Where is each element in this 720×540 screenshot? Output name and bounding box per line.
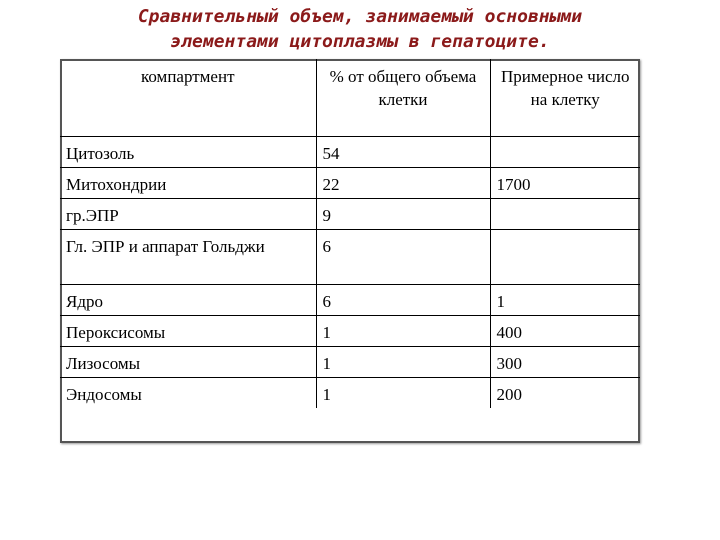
cell-count <box>490 229 640 284</box>
table-row <box>60 284 640 315</box>
cell-count: 400 <box>490 315 640 346</box>
header-count-per-cell: Примерное число на клетку <box>490 59 640 136</box>
cell-volume: 1 <box>316 346 490 377</box>
table-row <box>60 136 640 167</box>
cell-count: 1700 <box>490 167 640 198</box>
title-line-1: Сравнительный объем, занимаемый основными <box>137 6 583 27</box>
header-row <box>60 59 640 136</box>
cell-count: 1 <box>490 284 640 315</box>
cell-volume: 1 <box>316 315 490 346</box>
cell-compartment: Гл. ЭПР и аппарат Гольджи <box>60 229 316 284</box>
title-line-2: элементами цитоплазмы в гепатоците. <box>170 31 550 52</box>
cell-compartment: Лизосомы <box>60 346 316 377</box>
header-volume-percent: % от общего объема клетки <box>316 59 490 136</box>
table-row <box>60 346 640 377</box>
cell-volume: 22 <box>316 167 490 198</box>
table-row <box>60 198 640 229</box>
cell-volume: 6 <box>316 229 490 284</box>
header-compartment: компартмент <box>60 59 316 136</box>
table-row <box>60 167 640 198</box>
table-row <box>60 377 640 408</box>
cell-volume: 54 <box>316 136 490 167</box>
cell-compartment: Пероксисомы <box>60 315 316 346</box>
slide-title <box>60 4 660 54</box>
cell-compartment: Ядро <box>60 284 316 315</box>
table-row <box>60 229 640 284</box>
cell-compartment: Митохондрии <box>60 167 316 198</box>
table-row <box>60 315 640 346</box>
cell-count <box>490 198 640 229</box>
cell-count: 300 <box>490 346 640 377</box>
cell-volume: 1 <box>316 377 490 408</box>
cell-compartment: Эндосомы <box>60 377 316 408</box>
cell-count <box>490 136 640 167</box>
volume-table <box>60 59 640 408</box>
cell-count: 200 <box>496 384 522 404</box>
cell-compartment: Цитозоль <box>60 136 316 167</box>
cell-compartment: гр.ЭПР <box>60 198 316 229</box>
cell-volume: 9 <box>316 198 490 229</box>
cell-volume: 6 <box>316 284 490 315</box>
